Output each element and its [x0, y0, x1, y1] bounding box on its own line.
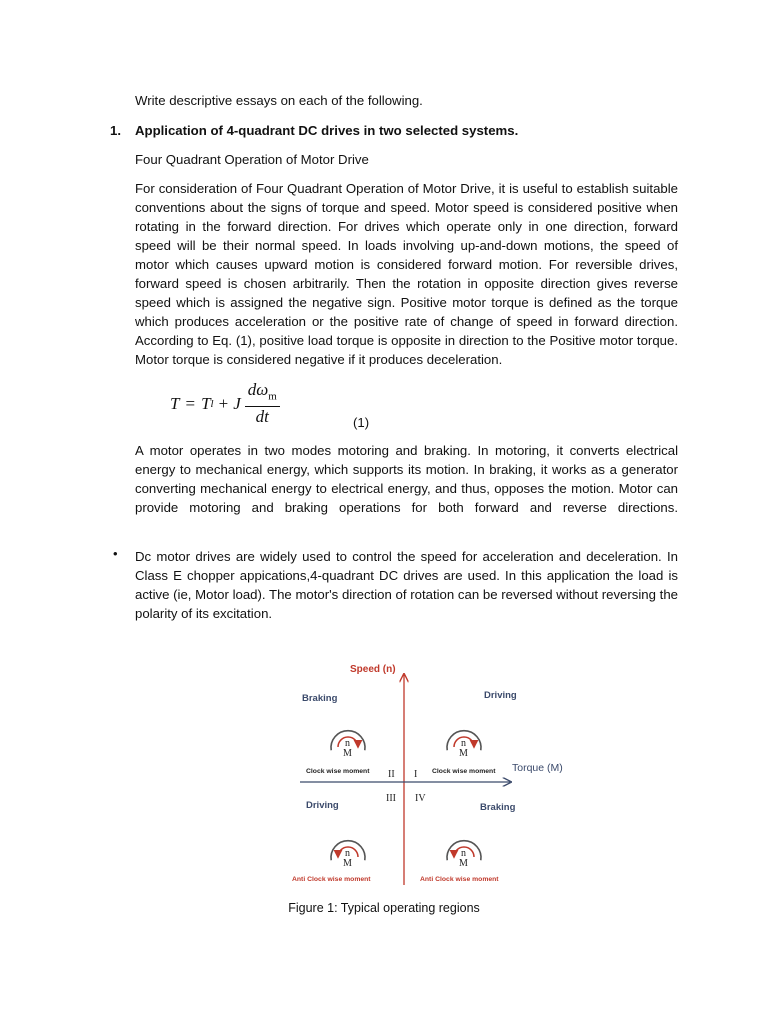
intro-text: Write descriptive essays on each of the following.	[135, 93, 423, 108]
q4-title: Braking	[480, 802, 516, 813]
eq-lhs: T	[170, 393, 180, 413]
q3-numeral: III	[386, 793, 396, 804]
q4-m-label: M	[459, 858, 468, 869]
q2-title: Braking	[302, 693, 338, 704]
eq-load-torque: T	[201, 393, 211, 413]
q1-moment: Clock wise moment	[432, 768, 496, 775]
q2-numeral: II	[388, 769, 395, 780]
eq-plus: +	[218, 393, 229, 413]
torque-equation	[170, 380, 280, 427]
q1-title: Driving	[484, 690, 517, 701]
speed-axis-label: Speed (n)	[350, 664, 396, 675]
eq-fraction	[245, 380, 280, 427]
eq-denominator: dt	[255, 407, 269, 427]
eq-numerator-sub: m	[268, 390, 277, 403]
section-subheading: Four Quadrant Operation of Motor Drive	[135, 152, 369, 167]
q2-m-label: M	[343, 748, 352, 759]
q4-numeral: IV	[415, 793, 426, 804]
q1-n-label: n	[461, 738, 466, 749]
eq-inertia: J	[233, 393, 241, 413]
q2-moment: Clock wise moment	[306, 768, 370, 775]
q3-m-label: M	[343, 858, 352, 869]
figure-caption: Figure 1: Typical operating regions	[288, 901, 480, 915]
question-text: Application of 4-quadrant DC drives in two selected systems.	[135, 123, 519, 138]
q1-m-label: M	[459, 748, 468, 759]
q1-numeral: I	[414, 769, 418, 780]
torque-axis-label: Torque (M)	[512, 762, 563, 774]
eq-load-sub: l	[210, 397, 214, 410]
question-number: 1.	[110, 123, 121, 138]
q2-n-label: n	[345, 738, 350, 749]
bullet-paragraph: Dc motor drives are widely used to control the speed for acceleration and deceleration. In Class E chopper appications,4-quadrant DC drives are used. In this application the load is active (ie, Motor load). The motor's direction of rotation can be reversed without reversing the polarity of its excitation.	[135, 549, 678, 621]
q3-moment: Anti Clock wise moment	[292, 876, 371, 883]
eq-numerator: dω	[247, 380, 269, 399]
eq-equals: =	[185, 393, 196, 413]
equation-number: (1)	[353, 415, 370, 430]
q4-moment: Anti Clock wise moment	[420, 876, 499, 883]
q3-n-label: n	[345, 848, 350, 859]
paragraph-motoring-braking: A motor operates in two modes motoring and braking. In motoring, it converts electrical energy to mechanical energy, which supports its motion. In braking, it works as a generator converting mechanical energy to electrical energy, and thus, opposes the motion. Motor can provide motoring and braking operations for both forward and reverse directions.	[135, 443, 678, 515]
q3-title: Driving	[306, 800, 339, 811]
four-quadrant-diagram	[288, 655, 563, 890]
paragraph-sign-conventions: For consideration of Four Quadrant Operation of Motor Drive, it is useful to establish suitable conventions about the signs of torque and speed. Motor speed is considered positive when rotating in the forward direction. For drives which operate only in one direction, forward speed will be their normal speed. In loads involving up-and-down motions, the speed of motor which causes upward motion is considered forward motion. For reversible drives, forward speed is chosen arbitrarily. Then the rotation in opposite direction gives reverse speed which is assigned the negative sign. Positive motor torque is defined as the torque which produces acceleration or the positive rate of change of speed in forward direction. According to Eq. (1), positive load torque is opposite in direction to the Positive motor torque. Motor torque is considered negative if it produces deceleration.	[135, 181, 678, 367]
q4-n-label: n	[461, 848, 466, 859]
bullet-symbol: •	[113, 546, 118, 561]
